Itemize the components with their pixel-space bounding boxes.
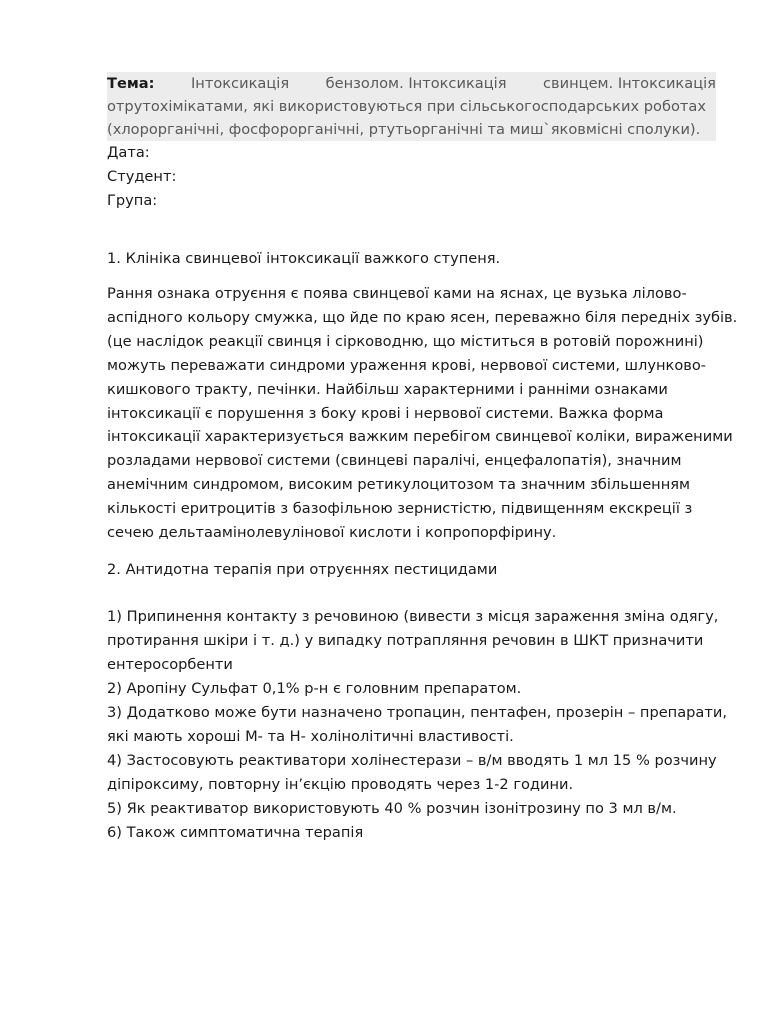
list-line: 6) Також симптоматична терапія [107,823,364,841]
paragraph-line: кишкового тракту, печінки. Найбільш характерними і ранніми ознаками [107,380,668,398]
list-line: протирання шкіри і т. д.) у випадку потрапляння речовин в ШКТ призначити [107,631,704,649]
paragraph-line: інтоксикації є порушення з боку крові і нервової системи. Важка форма [107,404,664,422]
section-1-paragraph [107,282,738,545]
paragraph-line: Рання ознака отруєння є поява свинцевої ками на яснах, це вузька лілово- [107,285,687,302]
section-2-title: 2. Антидотна терапія при отруєннях пестицидами [107,560,498,578]
student-label: Студент: [107,168,177,185]
paragraph-line: (це наслідок реакції свинця і сірководню, що міститься в ротовій порожнині) [107,332,704,350]
topic-word: свинцем. Інтоксикація [542,75,716,92]
list-line: діпіроксиму, повторну ін’єкцію проводять через 1-2 години. [107,775,574,793]
paragraph-line: сечею дельтаамінолевулінової кислоти і копропорфірину. [107,524,557,542]
topic-block [107,72,716,141]
list-line: 5) Як реактиватор використовують 40 % розчин ізонітрозину по 3 мл в/м. [107,799,677,817]
section-2-list [107,605,727,845]
list-line: ентеросорбенти [107,655,233,673]
topic-word: Інтоксикація [190,75,290,92]
list-line: 4) Застосовують реактиватори холінестерази – в/м вводять 1 мл 15 % розчину [107,751,717,769]
topic-label: Тема: [107,75,155,92]
paragraph-line: кількості еритроцитів з базофільною зернистістю, підвищенням екскреції з [107,500,693,518]
topic-line-1 [107,72,716,95]
paragraph-line: аспідного кольору смужка, що йде по краю ясен, переважно біля передніх зубів. [107,308,738,326]
list-line: 3) Додатково може бути назначено тропацин, пентафен, прозерін – препарати, [107,703,727,721]
list-line: які мають хороші М- та Н- холінолітичні властивості. [107,727,514,745]
topic-line-2: отрутохімікатами, які використовуються при сільськогосподарських роботах [107,98,706,115]
topic-line-3: (хлорорганічні, фосфорорганічні, ртутьорганічні та миш`яковмісні сполуки). [107,121,701,138]
paragraph-line: розладами нервової системи (свинцеві паралічі, енцефалопатія), значним [107,452,682,470]
document-page [107,72,738,845]
list-line: 2) Аропіну Сульфат 0,1% р-н є головним препаратом. [107,679,522,697]
group-label: Група: [107,192,158,209]
list-line: 1) Припинення контакту з речовиною (вивести з місця зараження зміна одягу, [107,607,719,625]
section-1-title: 1. Клініка свинцевої інтоксикації важкого ступеня. [107,250,501,267]
paragraph-line: анемічним синдромом, високим ретикулоцитозом та значним збільшенням [107,476,691,494]
topic-word: бензолом. Інтоксикація [325,75,507,92]
paragraph-line: можуть переважати синдроми ураження крові, нервової системи, шлунково- [107,356,707,374]
date-label: Дата: [107,144,150,161]
paragraph-line: інтоксикації характеризується важким перебігом свинцевої коліки, вираженими [107,428,733,446]
